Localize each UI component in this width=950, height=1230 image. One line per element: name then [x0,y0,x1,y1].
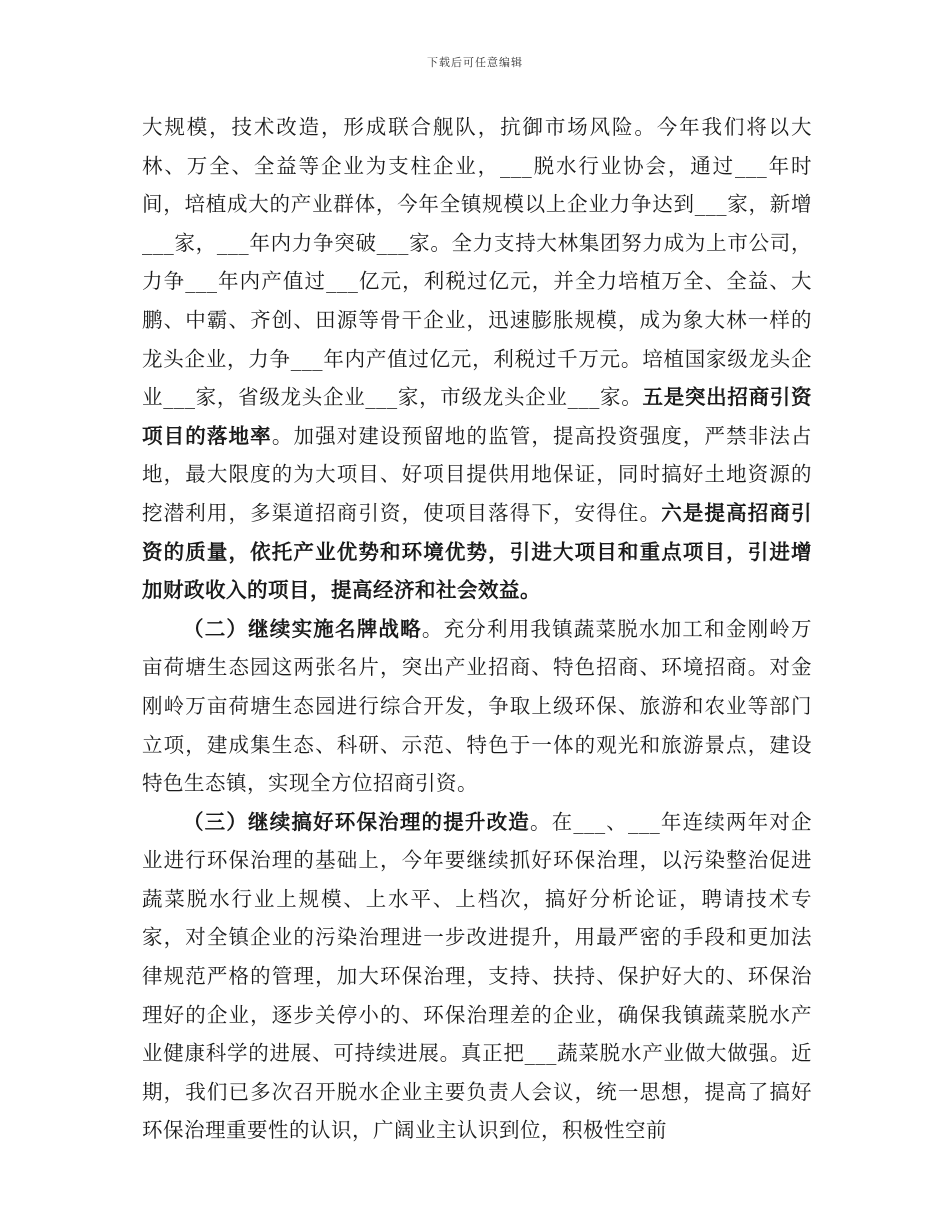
paragraph-3-body: 。在___、___年连续两年对企业进行环保治理的基础上，今年要继续抓好环保治理，以污染整治促进蔬菜脱水行业上规模、上水平、上档次，搞好分析论证，聘请技术专家，对全镇企业的污染治理进一步改进提升，用最严密的手段和更加法律规范严格的管理，加大环保治理，支持、扶持、保护好大的、环保治理好的企业，逐步关停小的、环保治理差的企业，确保我镇蔬菜脱水产业健康科学的进展、可持续进展。真正把___蔬菜脱水产业做大做强。近期，我们已多次召开脱水企业主要负责人会议，统一思想，提高了搞好环保治理重要性的认识，广阔业主认识到位，积极性空前 [142,809,813,1143]
section-heading-three: （三）继续搞好环保治理的提升改造 [183,809,530,834]
paragraph-1-run-3: 。加强对建设预留地的监管，提高投资强度，严禁非法占地，最大限度的为大项目、好项目提供用地保证，同时搞好土地资源的挖潜利用，多渠道招商引资，使项目落得下，安得住。 [142,423,813,525]
paragraph-2-body: 。充分利用我镇蔬菜脱水加工和金刚岭万亩荷塘生态园这两张名片，突出产业招商、特色招商、环境招商。对金刚岭万亩荷塘生态园进行综合开发，争取上级环保、旅游和农业等部门立项，建成集生态、科研、示范、特色于一体的观光和旅游景点，建设特色生态镇，实现全方位招商引资。 [142,616,813,796]
paragraph-2 [142,610,812,803]
page-header: 下载后可任意编辑 [427,56,523,69]
paragraph-1-bold-heading-six: 六是提高招商引资的质量，依托产业优势和环境优势，引进大项目和重点项目，引进增加财政收入的项目，提高经济和社会效益。 [142,500,813,603]
paragraph-1-run-1: 大规模，技术改造，形成联合舰队，抗御市场风险。今年我们将以大林、万全、全益等企业为支柱企业，___脱水行业协会，通过___年时间，培植成大的产业群体，今年全镇规模以上企业力争达到___家，新增___家，___年内力争突破___家。全力支持大林集团努力成为上市公司，力争___年内产值过___亿元，利税过亿元，并全力培植万全、全益、大鹏、中霸、齐创、田源等骨干企业，迅速膨胀规模，成为象大林一样的龙头企业，力争___年内产值过亿元，利税过千万元。培植国家级龙头企业___家，省级龙头企业___家，市级龙头企业___家。 [142,115,812,410]
section-heading-two: （二）继续实施名牌战略 [183,616,422,641]
paragraph-3 [142,803,812,1150]
document-body [142,108,812,1150]
paragraph-1-bold-heading-five: 五是突出招商引资项目的落地率 [142,385,813,448]
paragraph-1 [142,108,812,610]
